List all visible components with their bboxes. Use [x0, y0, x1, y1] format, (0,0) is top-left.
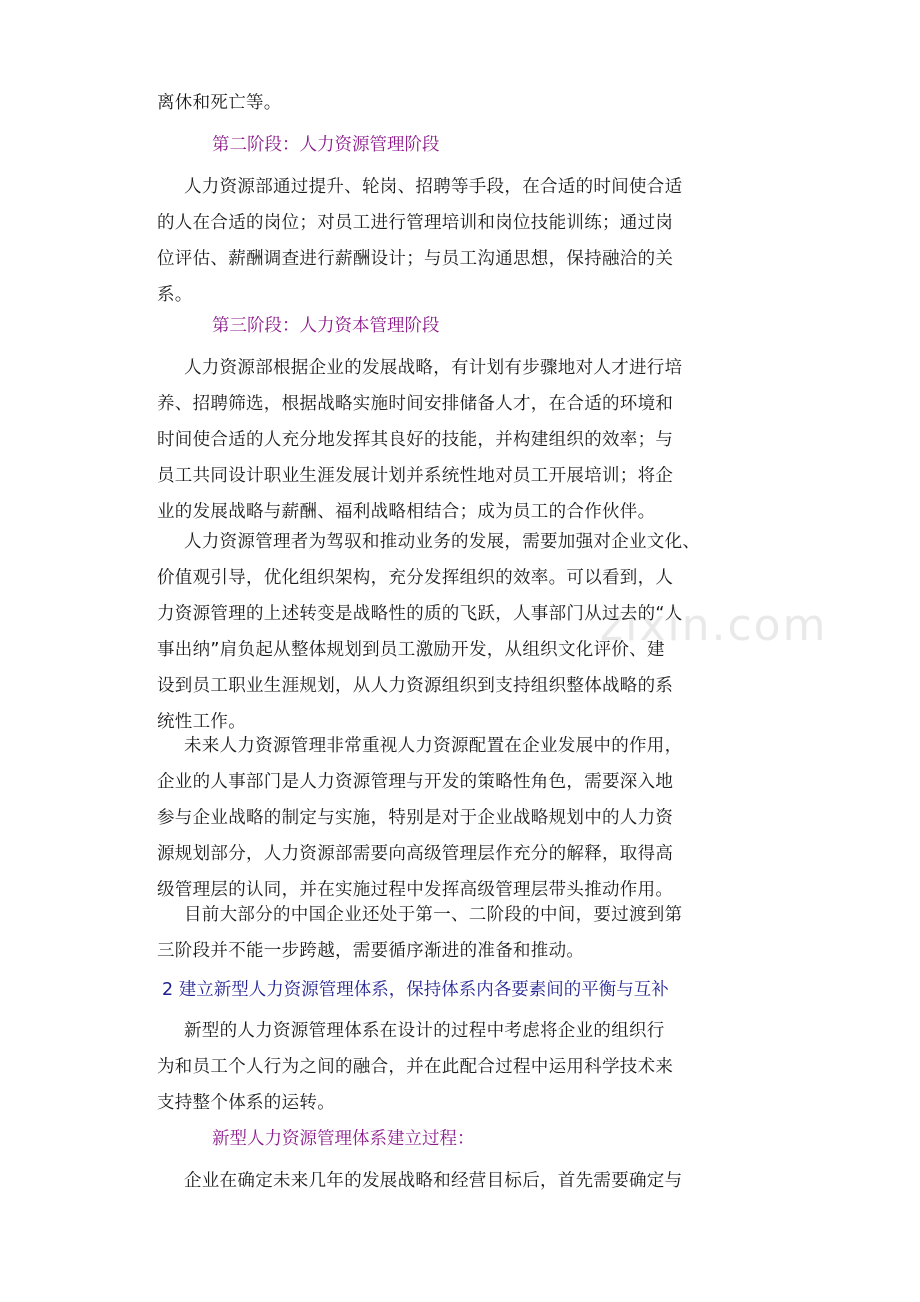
- paragraph-line: 支持整个体系的运转。: [157, 1093, 335, 1113]
- paragraph-line: 企业的人事部门是人力资源管理与开发的策略性角色，需要深入地: [157, 772, 674, 792]
- paragraph-line: 目前大部分的中国企业还处于第一、二阶段的中间，要过渡到第: [184, 905, 683, 925]
- paragraph-line: 三阶段并不能一步跨越，需要循序渐进的准备和推动。: [157, 941, 585, 961]
- paragraph-manager: [157, 524, 702, 740]
- paragraph-line: 力资源管理的上述转变是战略性的质的飞跃，人事部门从过去的“人: [157, 604, 683, 624]
- paragraph-line: 位评估、薪酬调查进行薪酬设计；与员工沟通思想，保持融洽的关: [157, 249, 674, 269]
- paragraph-line: 员工共同设计职业生涯发展计划并系统性地对员工开展培训；将企: [157, 466, 674, 486]
- paragraph-line: 人力资源部通过提升、轮岗、招聘等手段，在合适的时间使合适: [184, 177, 683, 197]
- paragraph-future: [157, 728, 702, 908]
- paragraph-stage-2: [157, 169, 702, 313]
- paragraph-current: [157, 897, 702, 969]
- paragraph-line: 价值观引导，优化组织架构，充分发挥组织的效率。可以看到，人: [157, 568, 674, 588]
- paragraph-section-2: [157, 1013, 702, 1121]
- paragraph-line: 人力资源部根据企业的发展战略，有计划有步骤地对人才进行培: [184, 358, 683, 378]
- watermark: zixin.com: [600, 600, 828, 651]
- paragraph-line: 设到员工职业生涯规划，从人力资源组织到支持组织整体战略的系: [157, 676, 674, 696]
- paragraph-line: 未来人力资源管理非常重视人力资源配置在企业发展中的作用，: [184, 736, 683, 756]
- paragraph-line: 人力资源管理者为驾驭和推动业务的发展，需要加强对企业文化、: [184, 532, 701, 552]
- paragraph-line: 级管理层的认同，并在实施过程中发挥高级管理层带头推动作用。: [157, 880, 674, 900]
- paragraph-line: 离休和死亡等。: [157, 93, 282, 113]
- paragraph-line: 参与企业战略的制定与实施，特别是对于企业战略规划中的人力资: [157, 808, 674, 828]
- paragraph-line: 系。: [157, 285, 193, 305]
- paragraph-line: 业的发展战略与薪酬、福利战略相结合；成为员工的合作伙伴。: [157, 502, 656, 522]
- paragraph-line: 新型的人力资源管理体系在设计的过程中考虑将企业的组织行: [184, 1021, 665, 1041]
- paragraph-line: 企业在确定未来几年的发展战略和经营目标后，首先需要确定与: [184, 1171, 683, 1191]
- paragraph-line: 时间使合适的人充分地发挥其良好的技能，并构建组织的效率；与: [157, 430, 674, 450]
- paragraph-line: 养、招聘筛选，根据战略实施时间安排储备人才，在合适的环境和: [157, 394, 674, 414]
- paragraph-process: [157, 1163, 702, 1199]
- paragraph-line: 源规划部分，人力资源部需要向高级管理层作充分的解释，取得高: [157, 844, 674, 864]
- paragraph-line: 的人在合适的岗位；对员工进行管理培训和岗位技能训练；通过岗: [157, 213, 674, 233]
- section-2-heading: 2 建立新型人力资源管理体系，保持体系内各要素间的平衡与互补: [162, 980, 669, 1000]
- stage-3-heading: 第三阶段：人力资本管理阶段: [212, 316, 440, 336]
- stage-2-heading: 第二阶段：人力资源管理阶段: [212, 135, 440, 155]
- paragraph-line: 为和员工个人行为之间的融合，并在此配合过程中运用科学技术来: [157, 1057, 674, 1077]
- paragraph-stage-3: [157, 350, 702, 530]
- paragraph-line: 事出纳”肩负起从整体规划到员工激励开发，从组织文化评价、建: [157, 640, 665, 660]
- paragraph-line: 统性工作。: [157, 712, 246, 732]
- process-heading: 新型人力资源管理体系建立过程：: [212, 1129, 475, 1149]
- paragraph-top: [157, 85, 702, 121]
